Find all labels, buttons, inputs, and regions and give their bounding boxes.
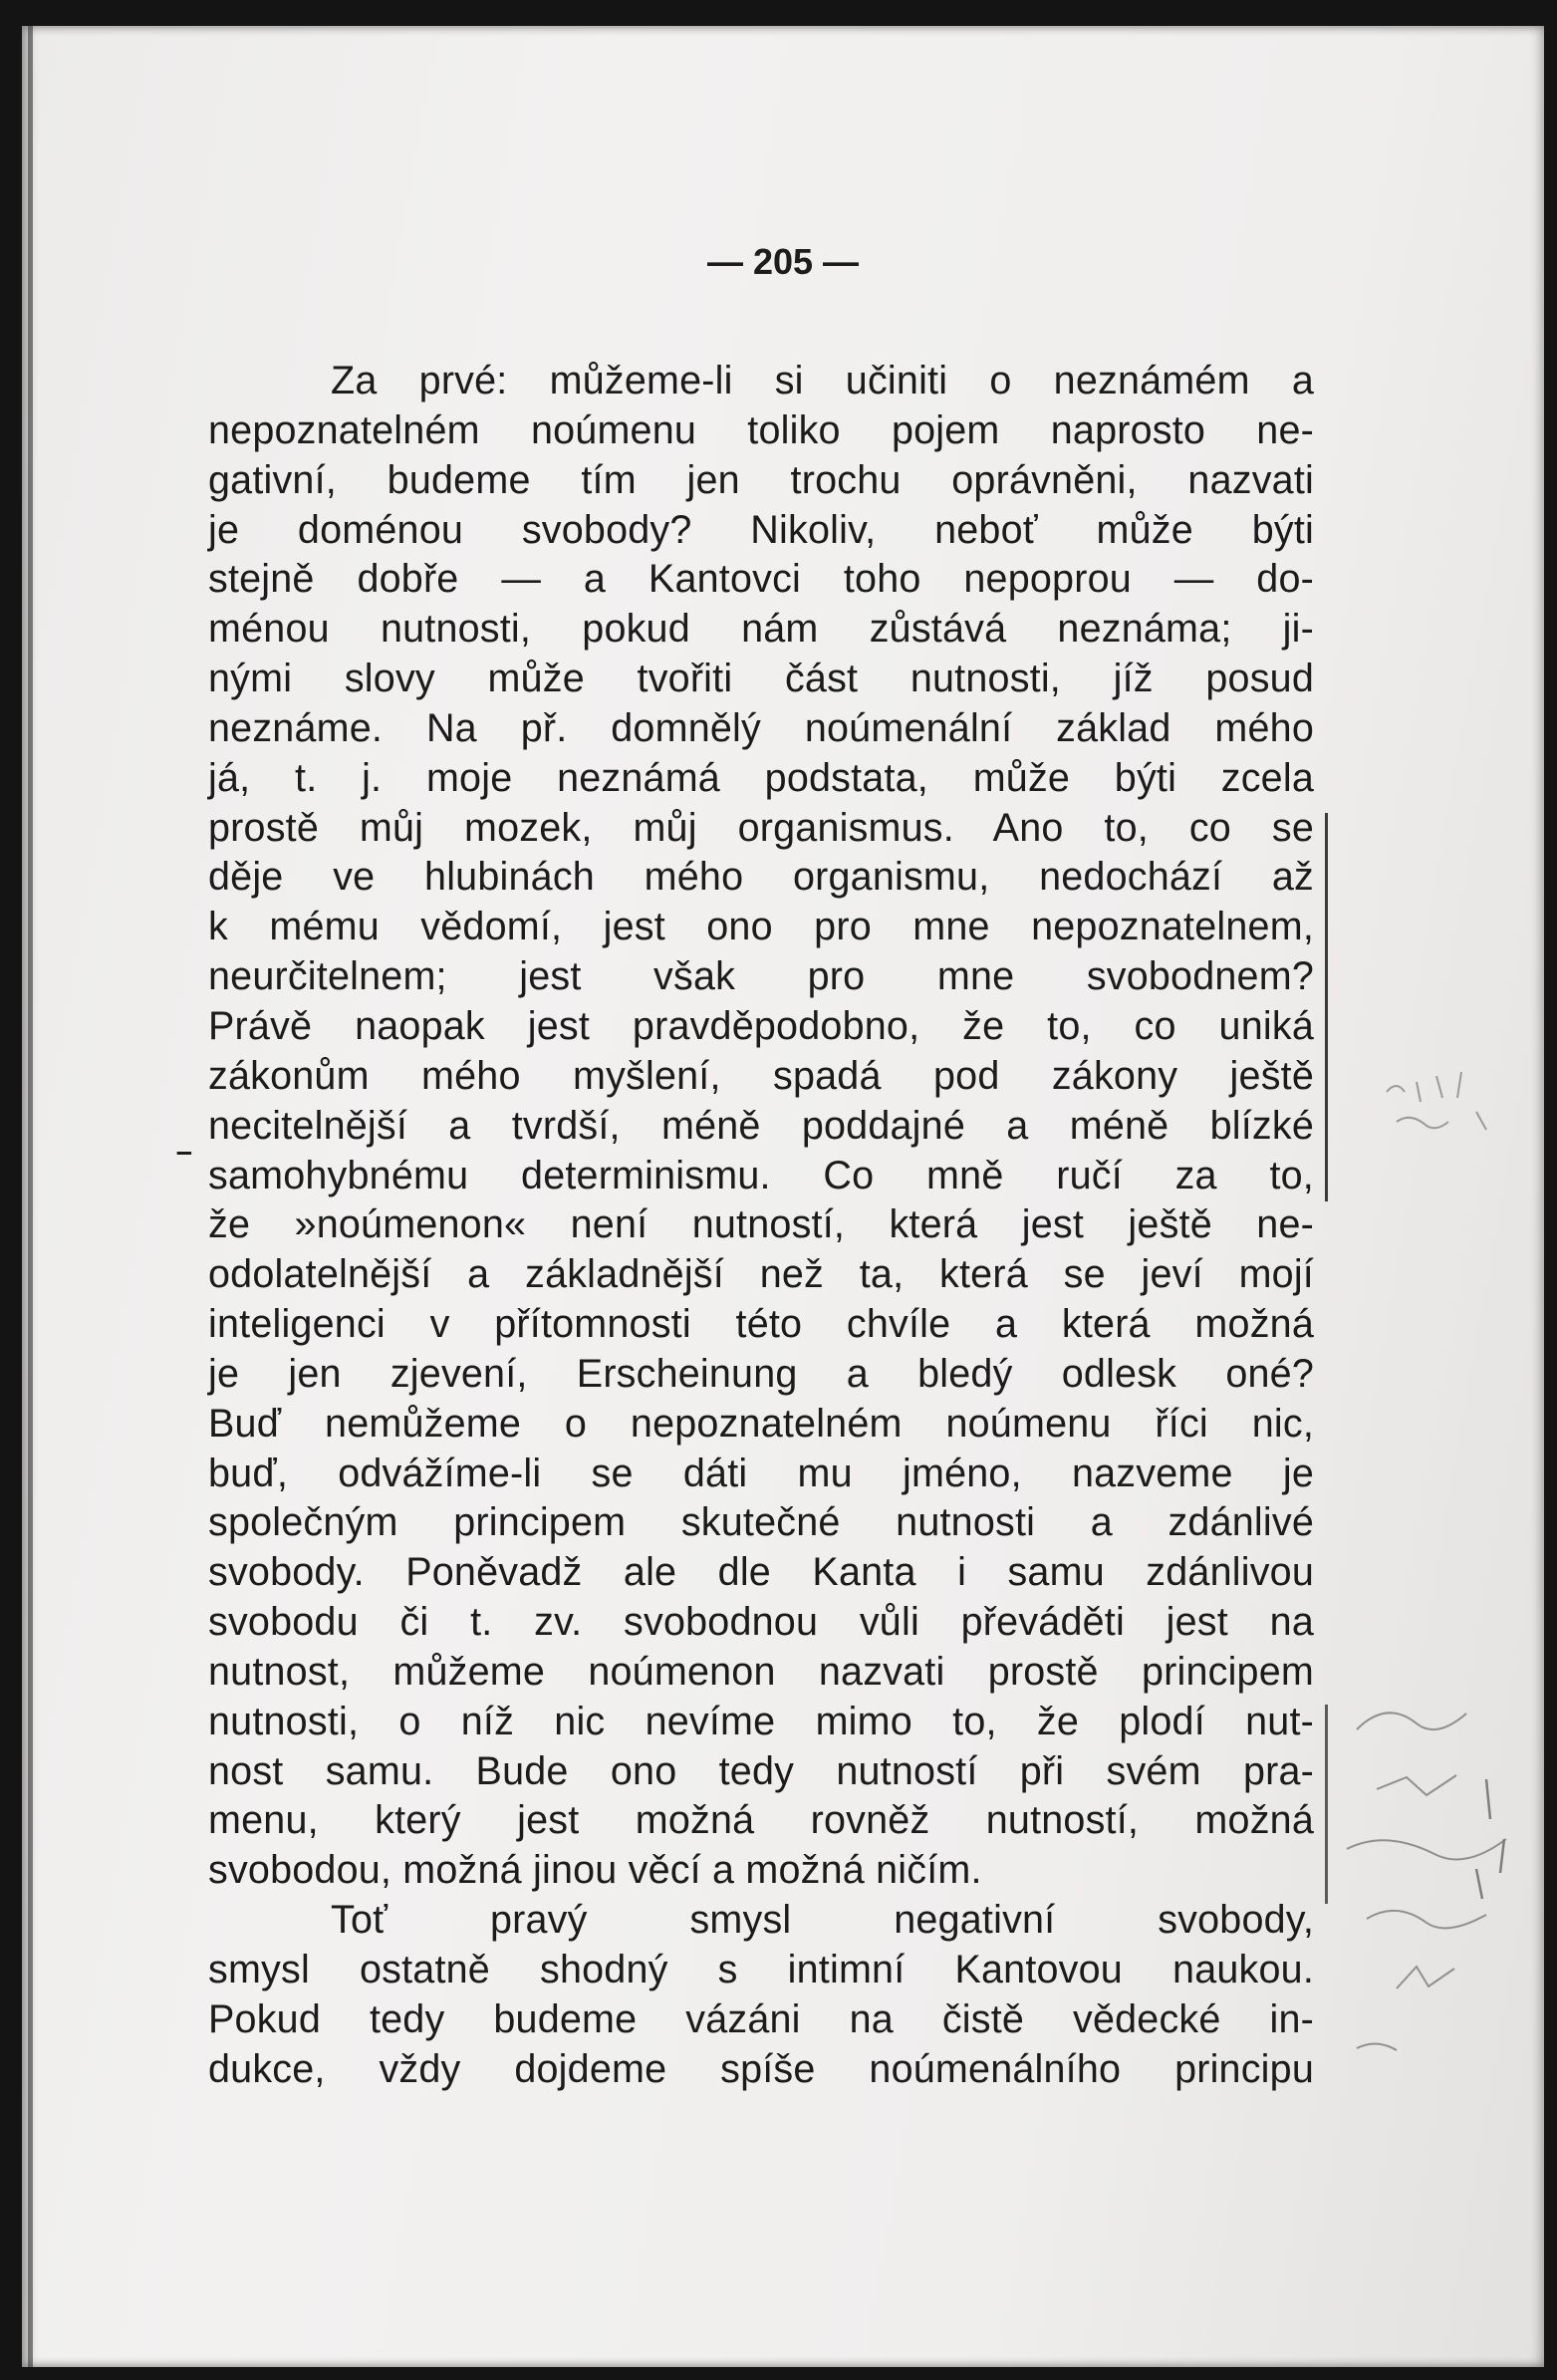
text-line: svobodu či t. zv. svobodnou vůli převáděti jest na <box>208 1600 1314 1645</box>
text-line: prostě můj mozek, můj organismus. Ano to, co se <box>208 805 1314 850</box>
text-line: společným principem skutečné nutnosti a zdánlivé <box>208 1500 1314 1545</box>
text-line: menu, který jest možná rovněž nutností, možná <box>208 1798 1314 1843</box>
margin-mark-icon: ߺ <box>177 1120 191 1164</box>
text-line: že »noúmenon« není nutností, která jest ještě ne- <box>208 1202 1314 1247</box>
text-line: samohybnému determinismu. Co mně ručí za to, <box>208 1153 1314 1197</box>
text-line: nutnost, můžeme noúmenon nazvati prostě principem <box>208 1649 1314 1694</box>
text-line: nutnosti, o níž nic nevíme mimo to, že plodí nut- <box>208 1699 1314 1743</box>
text-line: nepoznatelném noúmenu toliko pojem naprosto ne- <box>208 407 1314 452</box>
binding-edge <box>28 26 33 2367</box>
text-line: děje ve hlubinách mého organismu, nedochází až <box>208 855 1314 900</box>
text-line: necitelnější a tvrdší, méně poddajné a méně blízké <box>208 1103 1314 1148</box>
text-line: neurčitelnem; jest však pro mne svobodnem? <box>208 954 1314 999</box>
pencil-annotation-lower <box>1337 1670 1536 2088</box>
text-line: k mému vědomí, jest ono pro mne nepoznatelnem, <box>208 905 1314 949</box>
page-number: — 205 — <box>706 241 860 282</box>
text-line: já, t. j. moje neznámá podstata, může býti zcela <box>208 755 1314 800</box>
text-line: Buď nemůžeme o nepoznatelném noúmenu říci nic, <box>208 1401 1314 1446</box>
text-line: nými slovy může tvořiti část nutnosti, jíž posud <box>208 657 1314 701</box>
paragraph-2 <box>208 1896 1314 2094</box>
text-line: Právě naopak jest pravděpodobno, že to, co uniká <box>208 1003 1314 1048</box>
text-line: Toť pravý smysl negativní svobody, <box>331 1898 1314 1943</box>
text-line: nost samu. Bude ono tedy nutností při svém pra- <box>208 1748 1314 1793</box>
text-line: inteligenci v přítomnosti této chvíle a která možná <box>208 1302 1314 1347</box>
text-line: smysl ostatně shodný s intimní Kantovou naukou. <box>208 1948 1314 1991</box>
text-line: zákonům mého myšlení, spadá pod zákony ještě <box>208 1053 1314 1098</box>
text-line: stejně dobře — a Kantovci toho nepoprou — do- <box>208 557 1314 602</box>
text-line: neznáme. Na př. domnělý noúmenální základ mého <box>208 705 1314 750</box>
book-page <box>22 26 1544 2367</box>
text-line: dukce, vždy dojdeme spíše noúmenálního principu <box>208 2046 1314 2091</box>
margin-pencil-line <box>1325 813 1328 1201</box>
margin-pencil-line-lower <box>1325 1705 1328 1904</box>
text-line: Pokud tedy budeme vázáni na čistě vědecké in- <box>208 1996 1314 2041</box>
text-line: odolatelnější a základnější než ta, která se jeví mojí <box>208 1252 1314 1297</box>
text-line: je jen zjevení, Erscheinung a bledý odlesk oné? <box>208 1351 1314 1396</box>
text-line: je doménou svobody? Nikoliv, neboť může býti <box>208 507 1314 552</box>
text-line: gativní, budeme tím jen trochu oprávněni, nazvati <box>208 457 1314 502</box>
paragraph-1 <box>208 357 1314 1896</box>
text-line: buď, odvážíme-li se dáti mu jméno, nazveme je <box>208 1451 1314 1495</box>
body-text <box>208 357 1314 2095</box>
text-line: Za prvé: můžeme-li si učiniti o neznámém a <box>331 359 1314 402</box>
text-line: svobodou, možná jinou věcí a možná ničím. <box>208 1848 982 1893</box>
text-line: ménou nutnosti, pokud nám zůstává neznáma; ji- <box>208 607 1314 652</box>
pencil-annotation-upper <box>1367 1052 1526 1162</box>
text-line: svobody. Poněvadž ale dle Kanta i samu zdánlivou <box>208 1550 1314 1595</box>
